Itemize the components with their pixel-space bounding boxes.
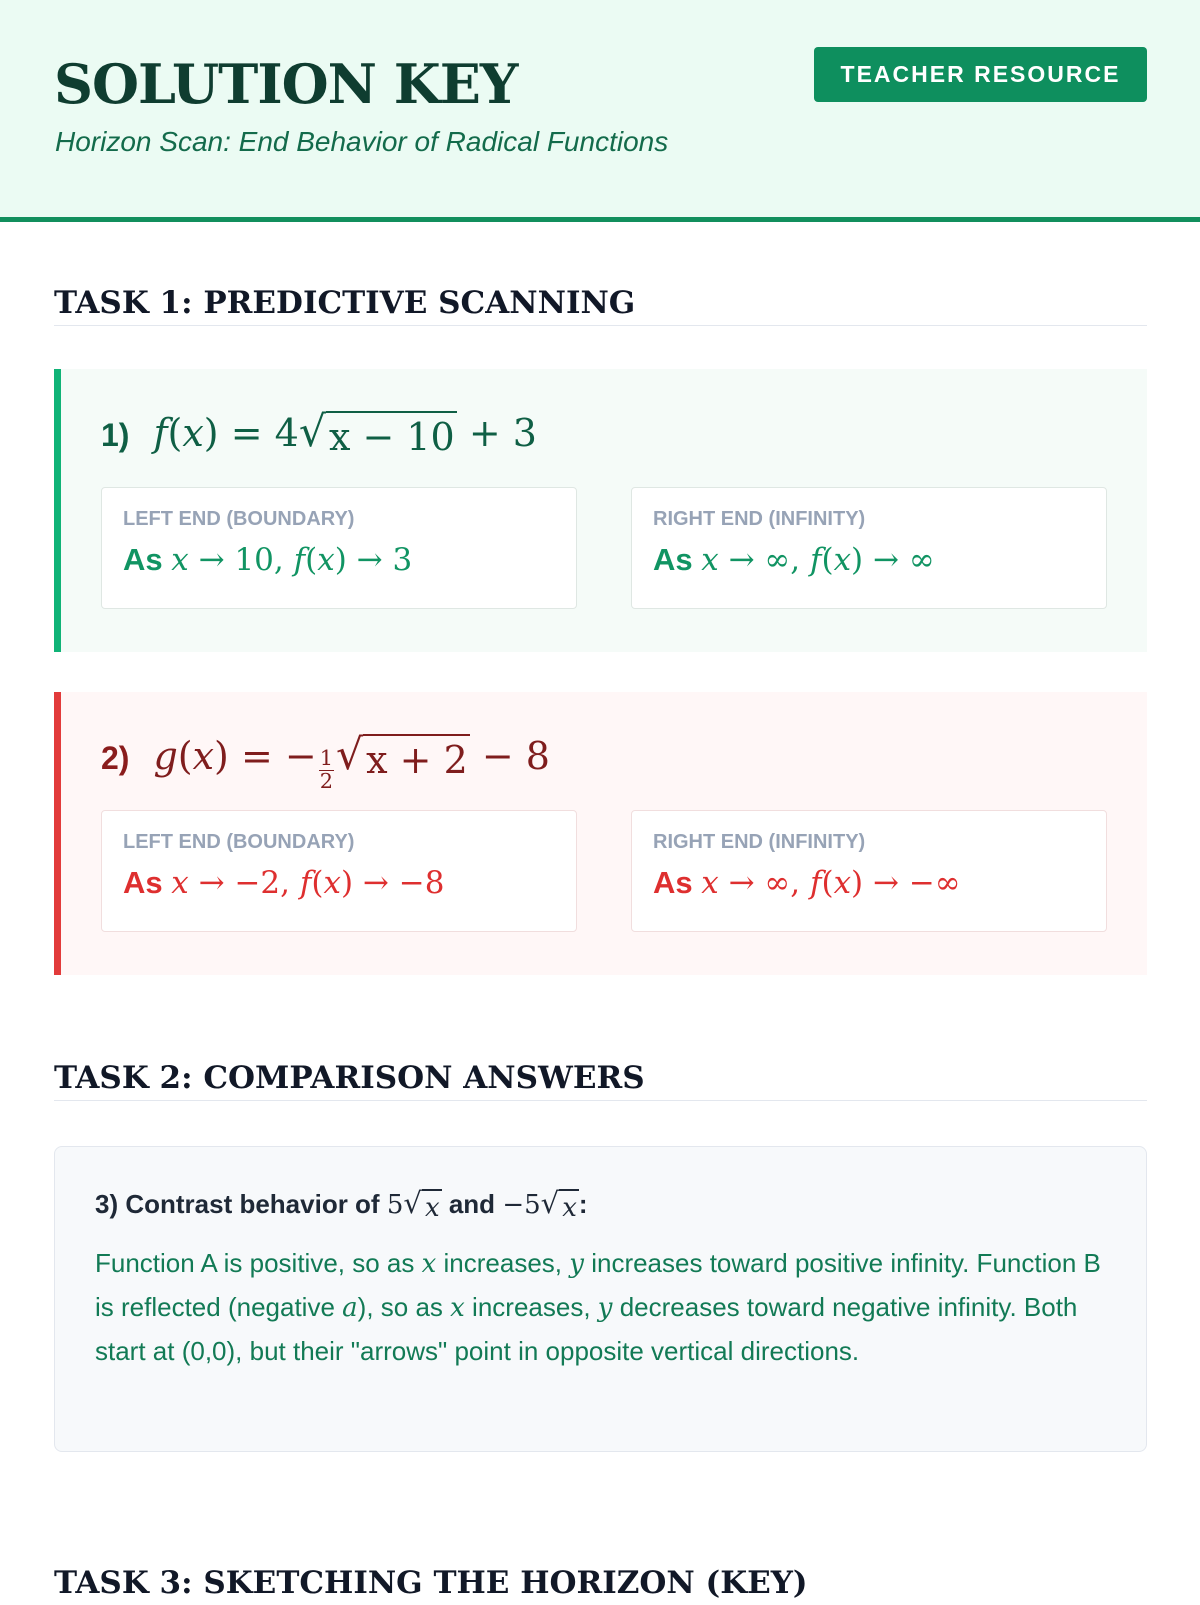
left-end-box	[101, 810, 577, 932]
problem-2-equation: g(x) = − $\frac{1}{2}$ √ x + 2 − 8	[153, 730, 550, 793]
left-y-limit: −8	[398, 865, 445, 901]
function-b-coefficient: −5	[502, 1190, 541, 1220]
left-end-label: LEFT END (BOUNDARY)	[123, 831, 355, 853]
header-banner	[0, 0, 1200, 222]
left-end-label: LEFT END (BOUNDARY)	[123, 508, 355, 530]
problem-2-number: 2)	[101, 740, 130, 776]
function-a-coefficient: 5	[386, 1190, 404, 1220]
left-end-box	[101, 487, 577, 609]
left-x-limit: −2	[234, 865, 281, 901]
right-y-limit: ∞	[908, 542, 935, 578]
comparison-answer: Function A is positive, so as x increases, y increases toward positive infinity. Function B is reflected (negative a), so as x increases, y decreases toward negative infinity. Both start at (0,0), but their "arrows" point in opposite vertical directions.	[95, 1248, 1101, 1366]
problem-1-header	[101, 407, 537, 459]
radical-sign: √ x − 10	[298, 407, 455, 459]
teacher-resource-badge: TEACHER RESOURCE	[814, 47, 1147, 102]
right-end-label: RIGHT END (INFINITY)	[653, 508, 866, 530]
page-title: SOLUTION KEY	[54, 52, 518, 116]
vertical-shift: + 3	[468, 411, 537, 455]
left-y-limit: 3	[392, 542, 413, 578]
vertical-shift: − 8	[481, 734, 550, 778]
problem-card-1	[54, 369, 1147, 652]
radicand: x − 10	[326, 411, 457, 459]
page-subtitle: Horizon Scan: End Behavior of Radical Functions	[55, 126, 669, 157]
right-end-box	[631, 487, 1107, 609]
problem-1-equation: f(x) = 4 √ x − 10 + 3	[153, 407, 537, 459]
problem-card-2	[54, 692, 1147, 975]
function-name: g	[153, 734, 178, 778]
task1-heading: TASK 1: PREDICTIVE SCANNING	[54, 285, 1147, 326]
question-prefix: 3) Contrast behavior of	[95, 1189, 380, 1219]
right-end-box	[631, 810, 1107, 932]
task2-heading: TASK 2: COMPARISON ANSWERS	[54, 1060, 1147, 1101]
left-x-limit: 10	[234, 542, 274, 578]
coefficient: 4	[274, 411, 299, 455]
coefficient-fraction: $\frac{1}{2}$	[319, 745, 334, 793]
task3-heading: TASK 3: SKETCHING THE HORIZON (KEY)	[54, 1565, 808, 1601]
right-end-label: RIGHT END (INFINITY)	[653, 831, 866, 853]
function-name: f	[153, 411, 168, 455]
left-end-value: As x → −2, f(x) → −8	[123, 865, 445, 901]
problem-1-number: 1)	[101, 417, 130, 453]
comparison-question: 3) Contrast behavior of 5 √ x and −5 √ x :	[95, 1186, 588, 1223]
radicand: x + 2	[363, 734, 470, 782]
radical-sign: √ x + 2	[336, 730, 468, 782]
comparison-card	[54, 1146, 1147, 1452]
right-end-value: As x → ∞, f(x) → ∞	[653, 542, 935, 578]
left-end-value: As x → 10, f(x) → 3	[123, 542, 413, 578]
question-and: and	[448, 1189, 496, 1219]
right-end-value: As x → ∞, f(x) → −∞	[653, 865, 961, 901]
coefficient-sign: −	[284, 734, 317, 778]
right-y-limit: −∞	[908, 865, 961, 901]
problem-2-header	[101, 730, 550, 793]
